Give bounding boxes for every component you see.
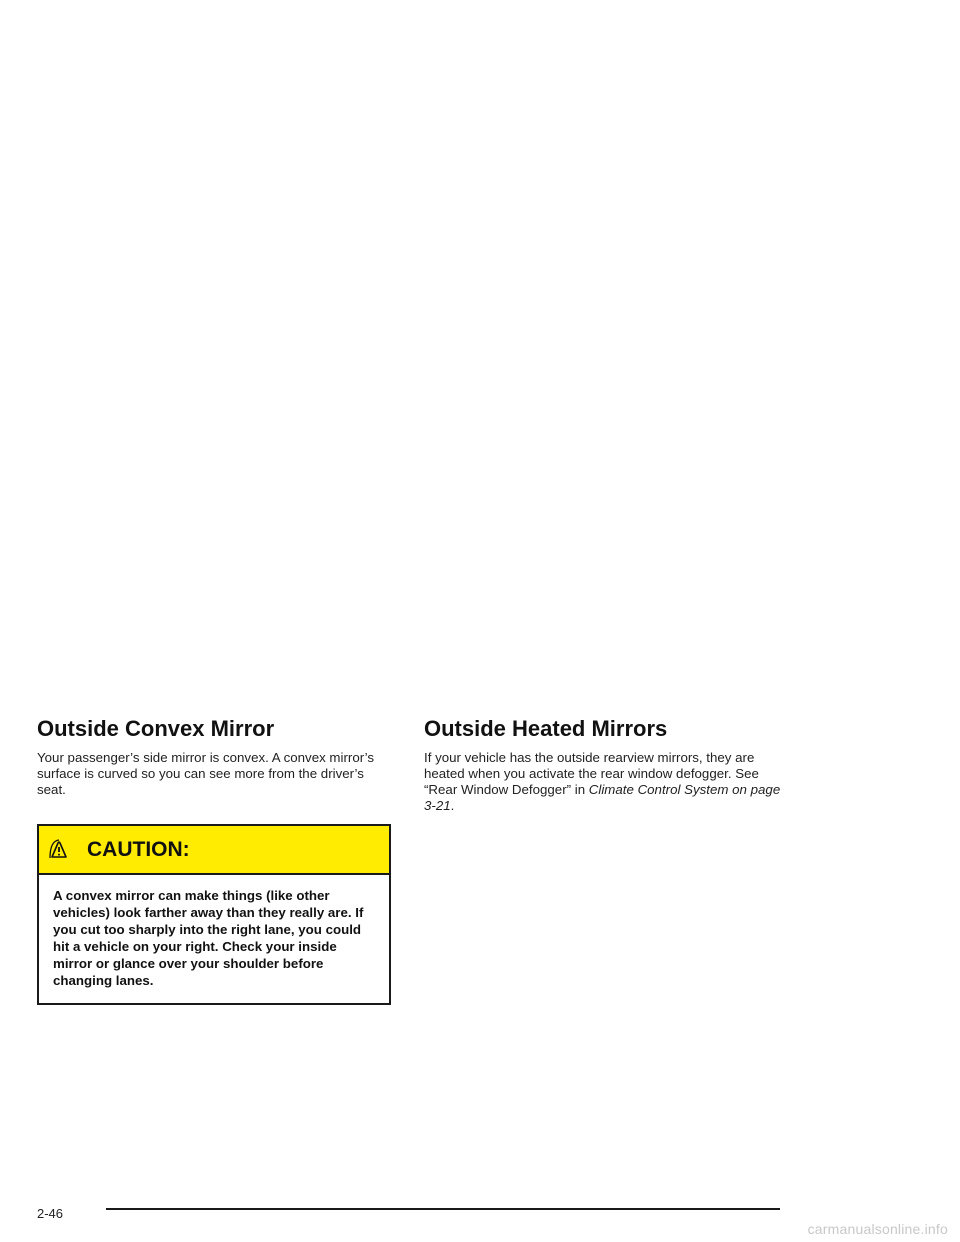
heated-mirrors-text: If your vehicle has the outside rearview mirrors, they are heated when you activate the rear window defogger. See “Rear Window Defogger” in bbox=[424, 750, 759, 797]
section-heading-convex-mirror: Outside Convex Mirror bbox=[37, 716, 275, 741]
heated-mirrors-paragraph bbox=[424, 750, 794, 814]
warning-triangle-icon bbox=[49, 839, 87, 861]
heated-mirrors-text-end: . bbox=[450, 798, 455, 813]
left-column bbox=[37, 716, 395, 1005]
climate-control-reference-link[interactable]: Climate Control System on page 3-21 bbox=[424, 782, 781, 813]
right-column bbox=[424, 716, 794, 814]
page-number: 2-46 bbox=[37, 1206, 64, 1221]
caution-box bbox=[37, 824, 391, 1005]
footer-rule bbox=[106, 1208, 780, 1210]
caution-text: A convex mirror can make things (like other vehicles) look farther away than they really are. If you cut too sharply into the right lane, you could hit a vehicle on your right. Check your inside mirror or glance over your shoulder before changing lanes. bbox=[53, 888, 364, 988]
watermark: carmanualsonline.info bbox=[807, 1221, 948, 1237]
convex-mirror-paragraph: Your passenger’s side mirror is convex. A convex mirror’s surface is curved so you can see more from the driver’s seat. bbox=[37, 750, 374, 797]
caution-header bbox=[39, 826, 389, 875]
section-heading-heated-mirrors: Outside Heated Mirrors bbox=[424, 716, 668, 741]
caution-title: CAUTION: bbox=[87, 837, 190, 861]
